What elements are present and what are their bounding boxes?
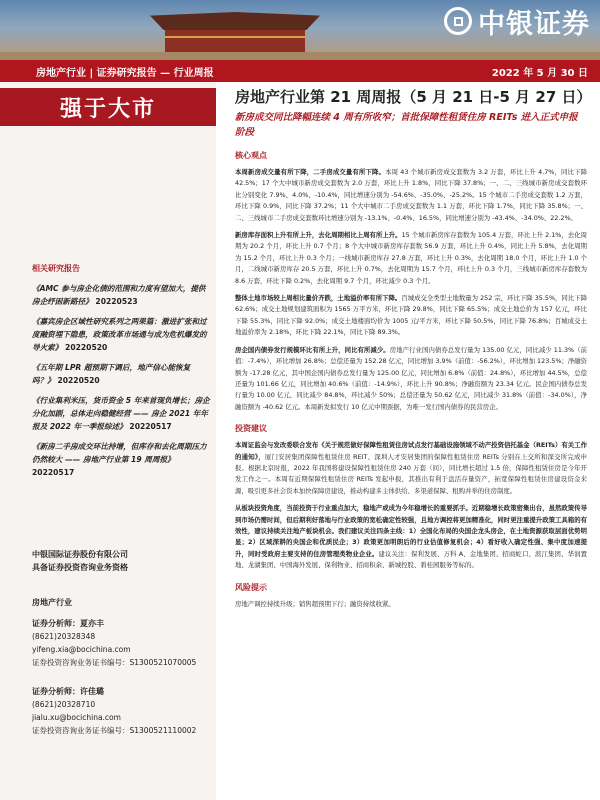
header-banner-image xyxy=(0,0,600,60)
brand-name: 中银证券 xyxy=(478,8,590,40)
analyst-phone: (8621)20328710 xyxy=(32,700,96,709)
related-report-item[interactable]: 《嘉宾房企区域性研究系列之两果篇：激进扩张和过度融资埋下隐患，政策改革市场通与成为危机爆发的导火索》 20220520 xyxy=(32,317,207,352)
report-subtitle: 新房成交同比降幅连续 4 周有所收窄；首批保障性租赁住房 REITs 进入正式申报阶段 xyxy=(235,112,578,138)
rating-badge: 强于大市 xyxy=(0,88,216,126)
palace-roof-shape xyxy=(150,12,320,30)
invest-heading: 投资建议 xyxy=(235,424,267,434)
plaza-shape xyxy=(0,52,600,60)
industry-label: 房地产行业 xyxy=(32,598,72,607)
analyst-name: 证券分析师：许佳璐 xyxy=(32,687,104,696)
main-content xyxy=(235,86,592,610)
analyst-name: 证券分析师：夏亦丰 xyxy=(32,619,104,628)
core-points-heading: 核心观点 xyxy=(235,151,267,160)
risk-text: 房地产调控持续升级；销售超预期下行；融资持续收紧。 xyxy=(235,599,395,608)
core-point: 本周新房成交量有所下降，二手房成交量有所下降。本周 43 个城市新房成交套数为 3.2 万套，环比上升 4.7%，同比下降 42.5%；17 个大中城市新房成交套数为 2.0 万套，环比上升 1.8%，同比下降 37.8%；一、二、三线城市新房成交套数环比分别变化 7.9%、4.0%、-10.4%，同比增速分别为 -54.6%、-35.0%、-25.2%。15 个城市二手房成交套数 1.2 万套，环比下降 0.9%，同比下降 37.2%；11 个大中城市二手房成交套数为 1.1 万套，环比下降 1.7%，同比下降 35.8%；一、二、三线城市二手房成交套数环比增速分别为 -13.1%、-0.4%、16.5%，同比增速分别为 -43.4%、-34.0%、22.2%。 xyxy=(235,168,588,222)
company-qualification: 具备证券投资咨询业务资格 xyxy=(32,563,128,572)
report-category: 房地产行业 | 证券研究报告 — 行业周报 xyxy=(36,67,214,79)
company-info xyxy=(32,548,212,574)
related-reports-title: 相关研究报告 xyxy=(32,264,80,273)
company-name: 中银国际证券股份有限公司 xyxy=(32,550,128,559)
core-point: 整体土地市场较上周相比量价齐跌，土地溢价率有所下降。百城成交全类型土地数量为 252 宗，环比下降 35.5%，同比下降 62.6%；成交土地规划建筑面积为 1565 万平方米，环比下降 29.8%，同比下降 65.5%；成交土地总价为 157 亿元，环比下降 55.3%，同比下降 92.0%；成交土地楼面均价为 1005 元/平方米，环比下降 50.5%，同比下降 76.8%；百城成交土地溢价率为 2.18%，环比下降 22.1%，同比下降 89.3%。 xyxy=(235,294,588,337)
invest-point: 从板块投资角度，当前投资于行业重点加大，稳地产或成为今年稳增长的重要抓手。近期稳增长政策密集出台，虽然政策传导到市场仍需时间，但后期利好落地与行业政策的宽松确定性较强，且地方调控将更加精准化，同时更注重提升政策工具箱的有效性，建议持续关注地产板块机会。我们建议关注四条主线：1）全国化布局的央国企龙头房企，在土地资源获取层面优势明显；2）区域深耕的央国企和优质民企；3）政策更加明朗后的行业估值修复机会；4）看好收入确定性强、集中度加速提升，同时受政府主要支持的住房管理类物业企业。建议关注：保利发展、万科 A、金地集团、招商蛇口、滨江集团、华润置地、龙湖集团、中国海外发展、保利物业、招商积余、新城控股、碧桂园服务等标的。 xyxy=(235,504,588,570)
related-report-item[interactable]: 《五年期 LPR 超预期下调后，地产信心能恢复吗？》 20220520 xyxy=(32,363,191,385)
brand xyxy=(444,2,590,40)
core-point: 新房库存面积上升有所上升，去化周期相比上周有所上升。15 个城市新房库存套数为 105.4 万套，环比上升 2.1%，去化周期为 20.2 个月，环比上升 0.7 个月；8 个大中城市新房库存套数 56.9 万套，环比上升 0.4%，同比上升 5.8%，去化周期为 15.2 个月，环比上升 0.3 个月；一线城市新房库存 27.8 万套，环比上升 0.3%，去化周期 18.0 个月，环比上升 1.0 个月，二线城市新房库存 20.5 万套，环比上升 0.7%，去化周期为 15.7 个月，环比上升 0.3 个月，三线城市新房库存套数为 8.6 万套，环比下降 0.2%，去化周期 9.7 个月，环比减少 0.3 个月。 xyxy=(235,231,587,285)
analyst-license: 证券投资咨询业务证书编号：S1300521070005 xyxy=(32,658,197,667)
related-reports xyxy=(32,262,212,479)
palace-hall-shape xyxy=(165,30,305,52)
report-date: 2022 年 5 月 30 日 xyxy=(491,67,588,79)
report-title: 房地产行业第 21 周周报（5 月 21 日-5 月 27 日） xyxy=(235,88,592,106)
analyst-email[interactable]: jialu.xu@bocichina.com xyxy=(32,713,121,722)
related-report-item[interactable]: 《AMC 参与房企化债的范围和力度有望加大，提供房企纾困新路径》 20220523 xyxy=(32,284,206,306)
analysts-block xyxy=(32,596,212,737)
core-point: 房企国内债券发行规模环比有所上升，同比有所减少。房地产行业国内债券总发行量为 135.00 亿元，同比减少 11.3%（前值：-7.4%），环比增加 26.8%；总偿还量为 152.28 亿元，同比增加 3.9%（前值：-56.2%），环比增加 123.5%；净融资额为 -17.28 亿元，其中国企国内债券总发行量为 125.00 亿元，同比增加 6.8%（前值：24.8%），环比增加 44.5%，总偿还量为 101.66 亿元，同比增加 40.6%（前值：-14.9%），环比上升 90.8%；净融资额为 23.34 亿元。民企国内债券总发行量为 10.00 亿元，同比减少 84.8%，环比减少 50%；总偿还量为 50.62 亿元，同比减少 31.8%（前值：-34.0%），净融资额为 -40.62 亿元。本周新发拟发行 10 亿元中期票据，为唯一发行国内债券的民营房企。 xyxy=(235,345,588,411)
related-report-item[interactable]: 《新房二手房成交环比持增，但库存和去化周期压力仍然较大 —— 房地产行业第 19 周周报》 20220517 xyxy=(32,442,207,477)
category-bar xyxy=(0,60,600,82)
invest-point: 本周证监会与发改委联合发布《关于规范做好保障性租赁住房试点发行基础设施领域不动产投资信托基金（REITs）有关工作的通知》，厦门安居集团保障性租赁住房 REIT、深圳人才安居集团的保障性租赁住房 REITs 分别在上交所和深交所完成申报。根据北京时报，2022 年我国将建设保障性租赁住房 240 万套（间），同比增长超过 1.5 倍，保障性租赁住房是今年开发工作之一。本周有近期保障性租赁住房 REITs 发起申报，其推出有利于盘活存量资产，拓宽保障性租赁住房建设资金来源，吸引更多社会资本加快保障房建设，推动构建多主体供给、多渠道保障、租购并举的住房制度。 xyxy=(235,441,587,495)
risk-heading: 风险提示 xyxy=(235,582,267,592)
related-report-item[interactable]: 《行业集利米压，货币资金 5 年来首现负增长；房企分化加剧，总体走向稳健经营 —— 房企 2021 年年报及 2022 年一季报综述》 20220517 xyxy=(32,396,210,431)
analyst-phone: (8621)20328348 xyxy=(32,632,96,641)
bank-of-china-logo-icon xyxy=(444,7,472,35)
analyst-email[interactable]: yifeng.xia@bocichina.com xyxy=(32,645,131,654)
analyst-license: 证券投资咨询业务证书编号：S1300521110002 xyxy=(32,726,197,735)
